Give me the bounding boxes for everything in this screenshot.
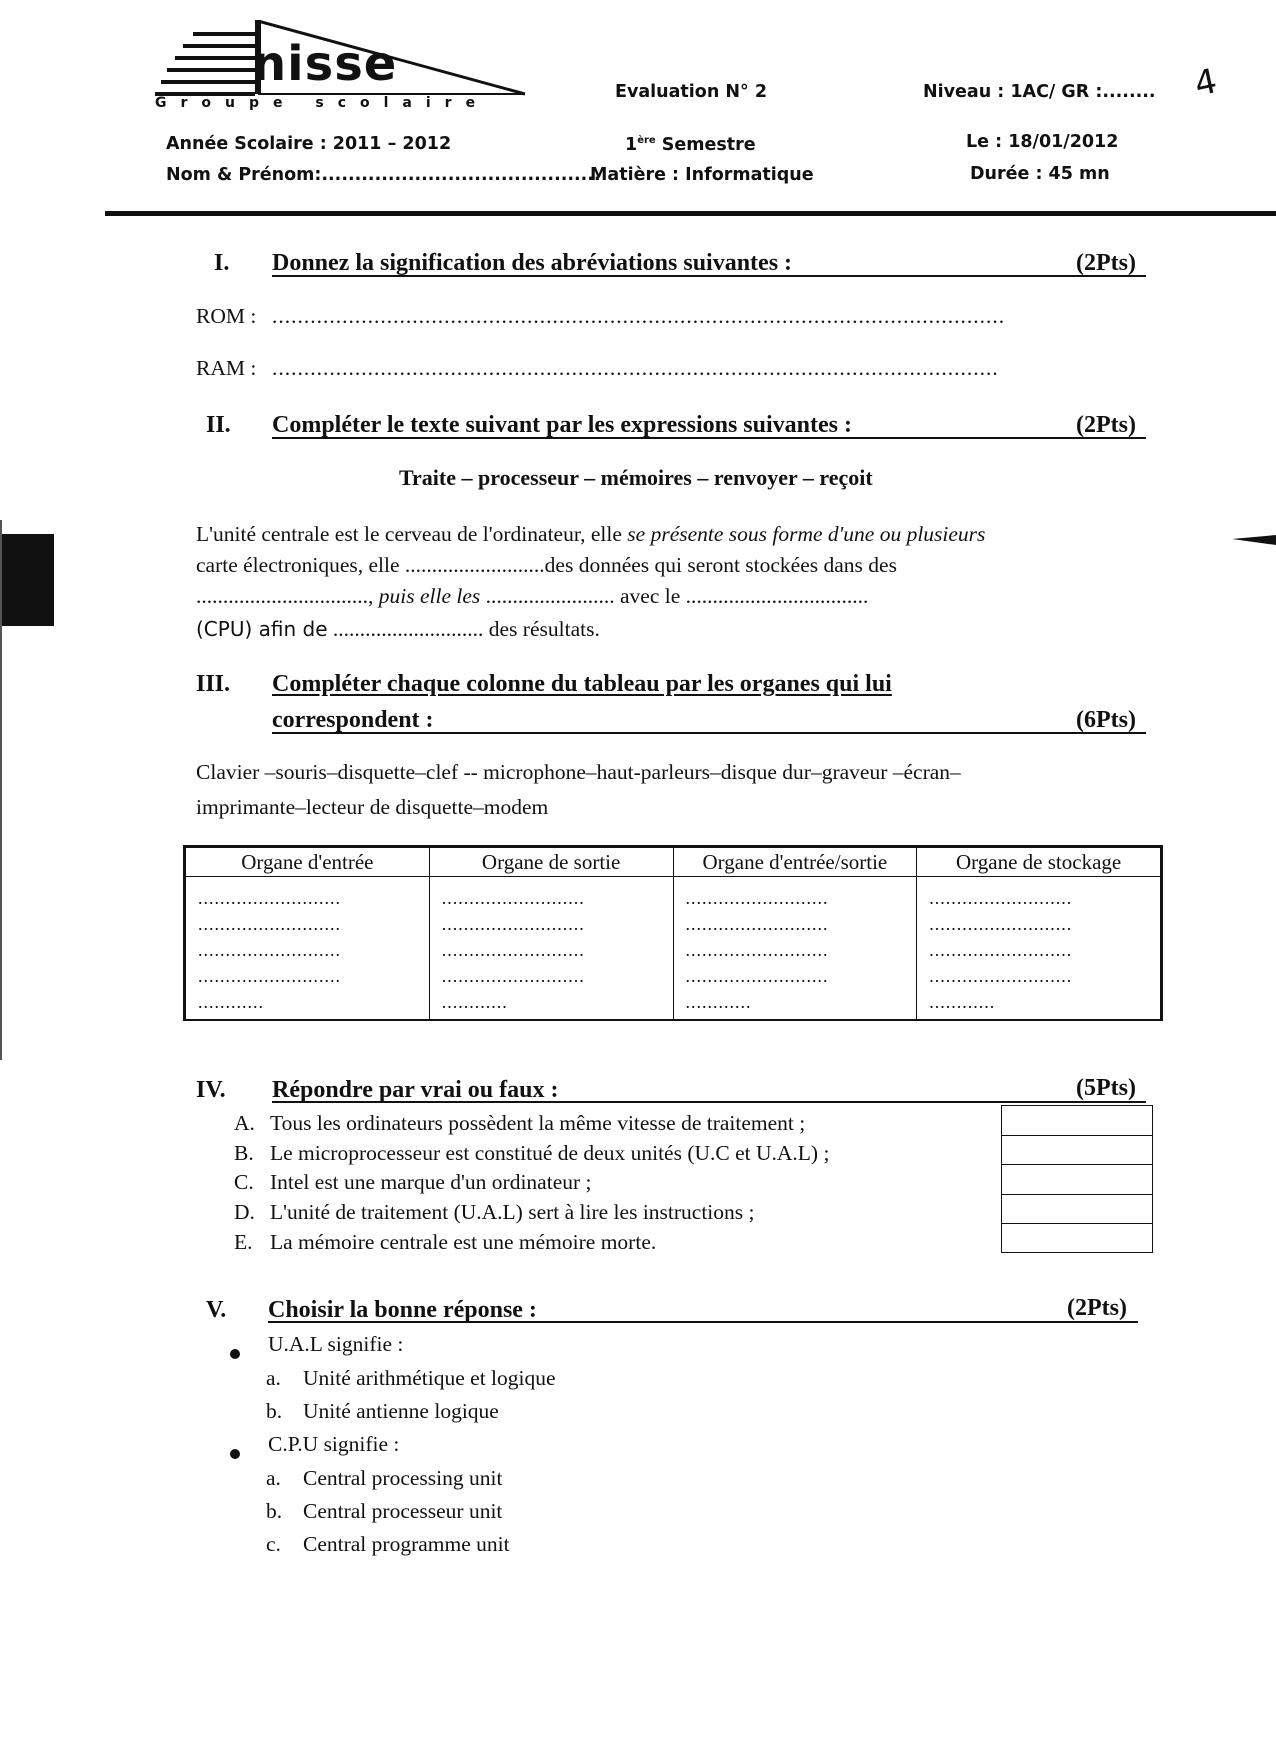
scan-edge-line [0, 520, 2, 1060]
table-column-entree[interactable]: .......................... .......................... .......................... .......................... ............ [186, 877, 430, 1020]
vf-statement-d: L'unité de traitement (U.A.L) sert à lire les instructions ; [270, 1200, 755, 1224]
organes-list-line-2: imprimante–lecteur de disquette–modem [196, 795, 549, 819]
vf-answer-box-e[interactable] [1002, 1224, 1152, 1254]
logo-subtitle: Groupe scolaire [155, 95, 490, 111]
table-header-entree-sortie: Organe d'entrée/sortie [673, 848, 917, 877]
vf-statement-c: Intel est une marque d'un ordinateur ; [270, 1170, 592, 1194]
ual-option-b-letter: b. [266, 1399, 283, 1423]
semestre: 1ère Semestre [625, 134, 756, 155]
cpu-option-b[interactable]: Central processeur unit [303, 1499, 503, 1523]
niveau-field: Niveau : 1AC/ GR :........ [923, 82, 1156, 102]
logo-wordmark: nisse [252, 36, 398, 92]
rom-answer-line: ................................................................................................................... [272, 304, 1006, 328]
organes-list-line-1: Clavier –souris–disquette–clef -- microphone–haut-parleurs–disque dur–graveur –écran– [196, 760, 961, 784]
table-column-sortie[interactable]: .......................... .......................... .......................... .......................... ............ [429, 877, 673, 1020]
section-2-title: Compléter le texte suivant par les expressions suivantes : [272, 412, 852, 438]
section-2-text-line-1: L'unité centrale est le cerveau de l'ordinateur, elle se présente sous forme d'une ou plusieurs [196, 522, 986, 546]
section-4-points: (5Pts) [1076, 1075, 1136, 1101]
section-1-points: (2Pts) [1076, 250, 1136, 276]
section-3-underline [272, 732, 1146, 734]
annee-scolaire: Année Scolaire : 2011 – 2012 [166, 134, 452, 154]
rom-label: ROM : [196, 304, 257, 328]
section-4-title: Répondre par vrai ou faux : [272, 1077, 559, 1103]
table-header-stockage: Organe de stockage [917, 848, 1161, 877]
vf-statement-a: Tous les ordinateurs possèdent la même vitesse de traitement ; [270, 1111, 806, 1135]
vf-letter-d: D. [234, 1200, 255, 1224]
section-4-underline [272, 1101, 1146, 1103]
section-1-number: I. [214, 250, 230, 276]
vf-statement-b: Le microprocesseur est constitué de deux unités (U.C et U.A.L) ; [270, 1141, 830, 1165]
nom-prenom-field: Nom & Prénom:.......................................... [166, 165, 601, 185]
section-2-text-line-2: carte électroniques, elle ..........................des données qui seront stockées dans des [196, 553, 897, 577]
table-header-entree: Organe d'entrée [186, 848, 430, 877]
vrai-faux-answer-boxes [1001, 1105, 1153, 1253]
cpu-option-c-letter: c. [266, 1532, 281, 1556]
section-1-title: Donnez la signification des abréviations suivantes : [272, 250, 793, 276]
organes-table [183, 845, 1163, 1021]
section-2-text-line-4: (CPU) afin de ............................ des résultats. [196, 617, 600, 641]
margin-mark: 4 [1191, 61, 1221, 105]
section-3-title-line-1: Compléter chaque colonne du tableau par les organes qui lui [272, 671, 892, 697]
vf-answer-box-a[interactable] [1002, 1106, 1152, 1136]
vf-answer-box-d[interactable] [1002, 1195, 1152, 1225]
section-5-underline [268, 1321, 1138, 1323]
exam-date: Le : 18/01/2012 [966, 132, 1119, 152]
cpu-option-a-letter: a. [266, 1466, 281, 1490]
section-2-underline [272, 437, 1146, 439]
ual-option-b[interactable]: Unité antienne logique [303, 1399, 499, 1423]
ram-label: RAM : [196, 356, 257, 380]
section-4-number: IV. [196, 1077, 226, 1103]
scan-margin-arrow [1232, 535, 1276, 545]
section-2-number: II. [206, 412, 231, 438]
ual-option-a[interactable]: Unité arithmétique et logique [303, 1366, 556, 1390]
section-3-number: III. [196, 671, 231, 697]
section-2-word-bank: Traite – processeur – mémoires – renvoyer – reçoit [399, 465, 873, 490]
section-3-points: (6Pts) [1076, 707, 1136, 733]
cpu-option-b-letter: b. [266, 1499, 283, 1523]
bullet-q1 [230, 1349, 240, 1359]
section-2-points: (2Pts) [1076, 412, 1136, 438]
cpu-option-a[interactable]: Central processing unit [303, 1466, 503, 1490]
duree: Durée : 45 mn [970, 164, 1110, 184]
vf-letter-b: B. [234, 1141, 254, 1165]
section-5-title: Choisir la bonne réponse : [268, 1297, 537, 1323]
section-2-text-line-3: ................................, puis elle les ........................ avec le .................................. [196, 584, 869, 608]
ual-option-a-letter: a. [266, 1366, 281, 1390]
ram-answer-line: .................................................................................................................. [272, 356, 999, 380]
section-5-number: V. [206, 1297, 227, 1323]
table-column-stockage[interactable]: .......................... .......................... .......................... .......................... ............ [917, 877, 1161, 1020]
scan-binder-tab [0, 534, 54, 626]
section-5-points: (2Pts) [1067, 1295, 1127, 1321]
vf-statement-e: La mémoire centrale est une mémoire morte. [270, 1230, 657, 1254]
vf-letter-c: C. [234, 1170, 254, 1194]
evaluation-title: Evaluation N° 2 [615, 82, 768, 102]
vf-answer-box-b[interactable] [1002, 1136, 1152, 1166]
question-ual: U.A.L signifie : [268, 1332, 404, 1356]
table-column-entree-sortie[interactable]: .......................... .......................... .......................... .......................... ............ [673, 877, 917, 1020]
vf-letter-a: A. [234, 1111, 255, 1135]
section-1-underline [272, 275, 1146, 277]
question-cpu: C.P.U signifie : [268, 1432, 400, 1456]
cpu-option-c[interactable]: Central programme unit [303, 1532, 510, 1556]
table-header-sortie: Organe de sortie [429, 848, 673, 877]
bullet-q2 [230, 1449, 240, 1459]
matiere: Matière : Informatique [590, 165, 814, 185]
vf-answer-box-c[interactable] [1002, 1165, 1152, 1195]
vf-letter-e: E. [234, 1230, 253, 1254]
header-divider [105, 211, 1276, 216]
section-3-title-line-2: correspondent : [272, 707, 434, 733]
